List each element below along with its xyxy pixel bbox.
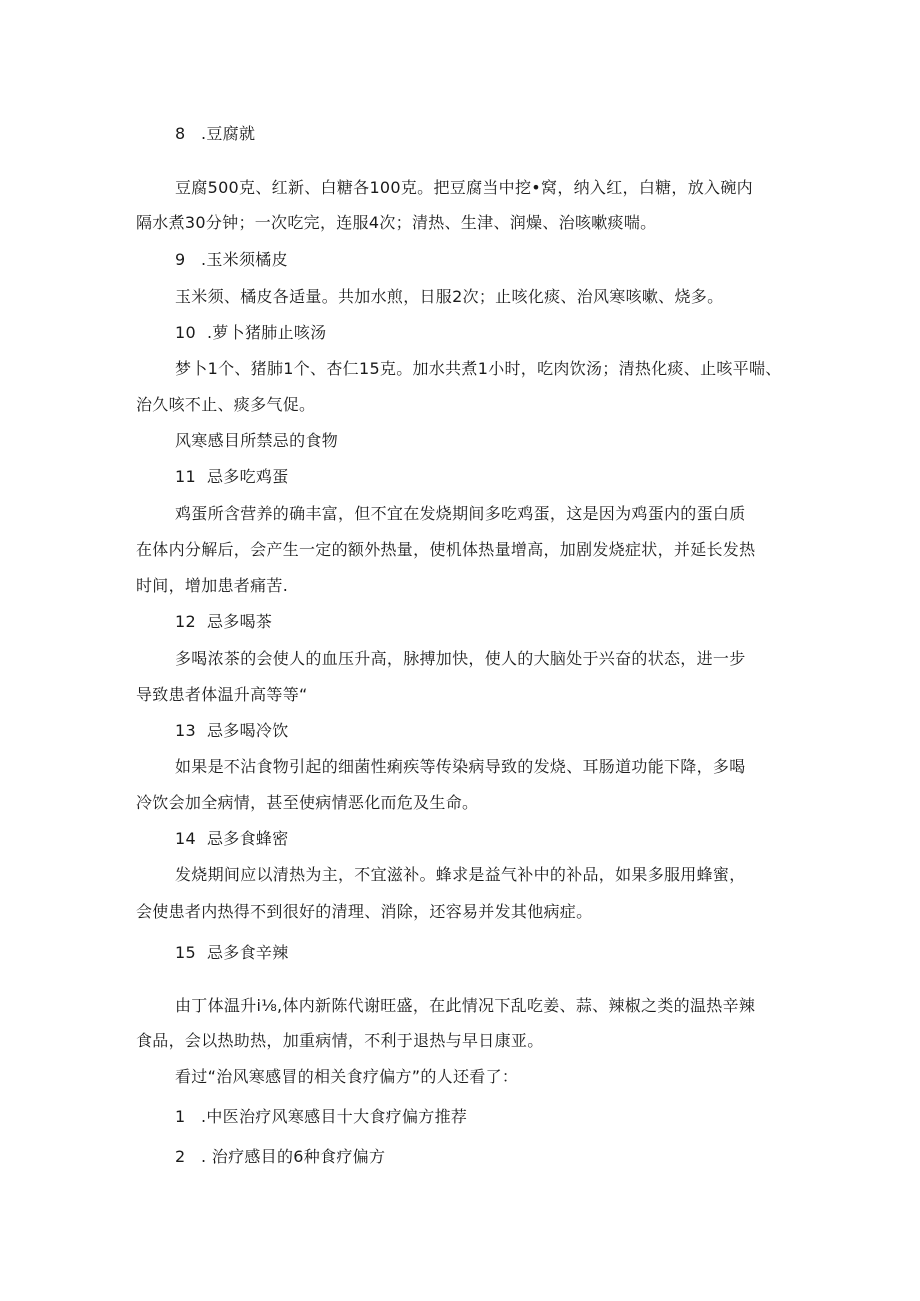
paragraph-line: 梦卜1个、猪肺1个、杏仁15克。加水共煮1小时，吃肉饮汤；清热化痰、止咳平喘、	[175, 359, 782, 378]
heading-number: 12	[175, 612, 196, 631]
related-number: 1	[175, 1107, 186, 1126]
heading-number: 11	[175, 467, 196, 486]
heading-9	[175, 250, 288, 270]
related-heading: 看过“治风寒感冒的相关食疗偏方”的人还看了：	[175, 1067, 519, 1086]
paragraph-line: 发烧期间应以清热为主，不宜滋补。蜂求是益气补中的补品，如果多服用蜂蜜，	[175, 865, 746, 884]
heading-title: .萝卜猪肺止咳汤	[207, 323, 327, 342]
heading-number: 14	[175, 829, 196, 848]
heading-title: 忌多吃鸡蛋	[207, 467, 289, 486]
paragraph-line: 食品，会以热助热，加重病情，不利于退热与早日康亚。	[136, 1031, 544, 1050]
related-title: . 治疗感目的6种食疗偏方	[201, 1147, 386, 1166]
heading-number: 8	[175, 124, 186, 143]
paragraph-line: 治久咳不止、痰多气促。	[136, 395, 316, 414]
heading-12	[175, 612, 272, 632]
paragraph-line: 鸡蛋所含营养的确丰富，但不宜在发烧期间多吃鸡蛋，这是因为鸡蛋内的蛋白质	[175, 504, 746, 523]
heading-13	[175, 721, 289, 741]
related-title: .中医治疗风寒感目十大食疗偏方推荐	[201, 1107, 468, 1126]
heading-11	[175, 467, 289, 487]
heading-title: 忌多喝冷饮	[207, 721, 289, 740]
heading-10	[175, 323, 327, 343]
heading-number: 15	[175, 943, 196, 962]
related-item-2[interactable]	[175, 1147, 385, 1167]
heading-title: 忌多食辛辣	[207, 943, 289, 962]
heading-number: 10	[175, 323, 196, 342]
paragraph-line: 如果是不沾食物引起的细菌性痢疾等传染病导致的发烧、耳肠道功能下降，多喝	[175, 757, 746, 776]
paragraph-line: 豆腐500克、红新、白糖各100克。把豆腐当中挖•窝，纳入红，白糖，放入碗内	[175, 178, 753, 197]
paragraph-line: 多喝浓茶的会使人的血压升高，脉搏加快，使人的大脑处于兴奋的状态，进一步	[175, 649, 746, 668]
paragraph-line: 隔水煮30分钟；一次吃完，连服4次；清热、生津、润燥、治咳嗽痰喘。	[136, 213, 657, 232]
heading-15	[175, 943, 289, 963]
heading-title: .玉米须橘皮	[201, 250, 288, 269]
paragraph-line: 会使患者内热得不到很好的清理、消除，还容易并发其他病症。	[136, 902, 593, 921]
heading-number: 13	[175, 721, 196, 740]
heading-title: 忌多喝茶	[207, 612, 273, 631]
heading-number: 9	[175, 250, 186, 269]
paragraph-line: 在体内分解后，会产生一定的额外热量，使机体热量增高，加剧发烧症状，并延长发热	[136, 540, 756, 559]
paragraph-line: 时间，增加患者痛苦.	[136, 576, 289, 595]
related-item-1[interactable]	[175, 1107, 467, 1127]
paragraph-line: 导致患者体温升高等等“	[136, 685, 308, 704]
section-heading: 风寒感目所禁忌的食物	[175, 431, 339, 450]
paragraph-line: 由丁体温升i⅛,体内新陈代谢旺盛，在此情况下乱吃姜、蒜、辣椒之类的温热辛辣	[175, 996, 756, 1015]
heading-14	[175, 829, 289, 849]
heading-title: .豆腐就	[201, 124, 256, 143]
paragraph-line: 玉米须、橘皮各适量。共加水煎，日服2次；止咳化痰、治风寒咳嗽、烧多。	[175, 287, 724, 306]
paragraph-line: 冷饮会加全病情，甚至使病情恶化而危及生命。	[136, 793, 479, 812]
related-number: 2	[175, 1147, 186, 1166]
heading-title: 忌多食蜂密	[207, 829, 289, 848]
heading-8	[175, 124, 255, 144]
